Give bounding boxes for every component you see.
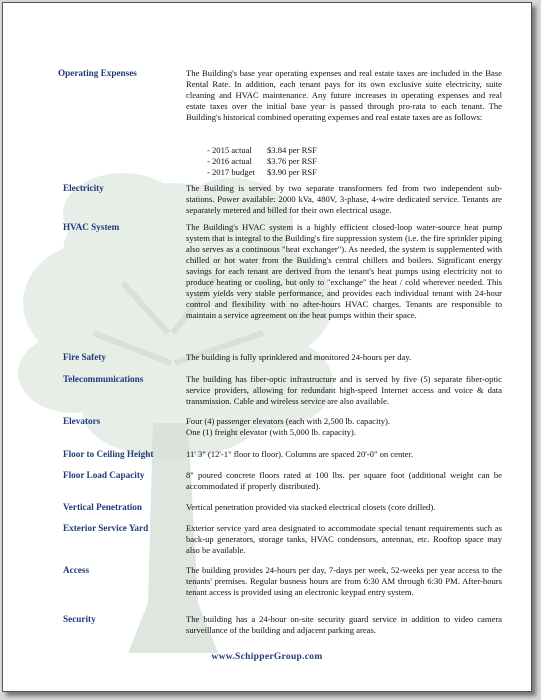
section-label-hvac: HVAC System [63,222,120,232]
section-text-service-yard: Exterior service yard area designated to accommodate special tenant requirements such as back-up generators, storage tanks, HVAC condensors, antennas, etc. Rooftop space may also be available. [186,523,502,555]
section-text-floor-load: 8" poured concrete floors rated at 100 lbs. per square foot (additional weight can be accommodated if properly distributed). [186,470,502,491]
elevators-line-passenger: Four (4) passenger elevators (each with 2,500 lb. capacity). [186,416,391,426]
section-label-telecommunications: Telecommunications [63,374,144,384]
elevators-line-freight: One (1) freight elevator (with 5,000 lb. capacity). [186,427,356,437]
section-label-security: Security [63,614,96,624]
section-label-floor-load: Floor Load Capacity [63,470,145,480]
section-text-elevators [186,416,502,438]
section-text-hvac: The Building's HVAC system is a highly efficient closed-loop water-source heat pump system that is integral to the Building's fire suppression system (i.e. the fire sprinkler piping also serves as a continuous "heat exchanger"). As needed, the system is supplemented with chilled or hot water from the Building's central chillers and boilers. Significant energy savings for each tenant are derived from the tenant's heat pumps using electricity not to produce heating or cooling, but only to "exchange" the heat / cold wherever needed. This system yields very stable performance, and provides each individual tenant with 24-hour control and flexibility with no after-hours HVAC charges. Tenants are responsible to maintain a service agreement on the heat pumps within their space. [186,222,502,320]
footer-website-link[interactable]: www.SchipperGroup.com [211,652,323,662]
section-label-elevators: Elevators [63,416,101,426]
section-label-access: Access [63,565,90,575]
section-text-access: The building provides 24-hours per day, 7-days per week, 52-weeks per year access to the tenants' premises. Regular busness hours are from 6:30 AM through 6:30 PM. After-hours tenant access is provided using an electronic keypad entry system. [186,565,502,597]
section-text-fire-safety: The building is fully sprinklered and monitored 24-hours per day. [186,352,412,362]
section-text-vertical-penetration: Vertical penetration provided via stacked electrical closets (core drilled). [186,502,436,512]
document-page [2,2,532,692]
section-text-ceiling-height: 11' 3" (12'-1" floor to floor). Columns are spaced 20'-0" on center. [186,449,414,459]
opex-history-list [207,145,317,178]
section-label-operating-expenses: Operating Expenses [58,68,137,78]
section-text-telecommunications: The building has fiber-optic infrastructure and is served by five (5) separate fiber-optic service providers, allowing for redundant high-speed Internet access and voice & data transmission. Cable and wireless service are also available. [186,374,502,406]
opex-history-row: - 2017 budget $3.90 per RSF [207,167,317,177]
section-label-ceiling-height: Floor to Ceiling Height [63,449,154,459]
section-label-fire-safety: Fire Safety [63,352,106,362]
section-label-vertical-penetration: Vertical Penetration [63,502,143,512]
operating-expenses-text: The Building's base year operating expenses and real estate taxes are included in the Base Rental Rate. In addition, each tenant pays for its own exclusive suite electricity, suite cleaning and HVAC maintenance. Any future increases in operating expenses and real estate taxes over the initial base year is passed through pro-rata to each tenant. The Building's historical combined operating expenses and real estate taxes are as follows: [186,68,502,122]
section-label-service-yard: Exterior Service Yard [63,523,149,533]
section-text-operating-expenses [186,68,502,123]
section-text-electricity: The Building is served by two separate transformers fed from two independent sub-stations. Power available: 2000 kVa, 480V, 3-phase, 4-wire dedicated service. Tenants are separately metered and billed for their own electrical usage. [186,183,502,215]
section-text-security: The building has a 24-hour on-site security guard service in addition to video camera surveillance of the building and adjacent parking areas. [186,614,502,635]
opex-history-row: - 2015 actual $3.84 per RSF [207,145,317,155]
opex-history-row: - 2016 actual $3.76 per RSF [207,156,317,166]
section-label-electricity: Electricity [63,183,104,193]
